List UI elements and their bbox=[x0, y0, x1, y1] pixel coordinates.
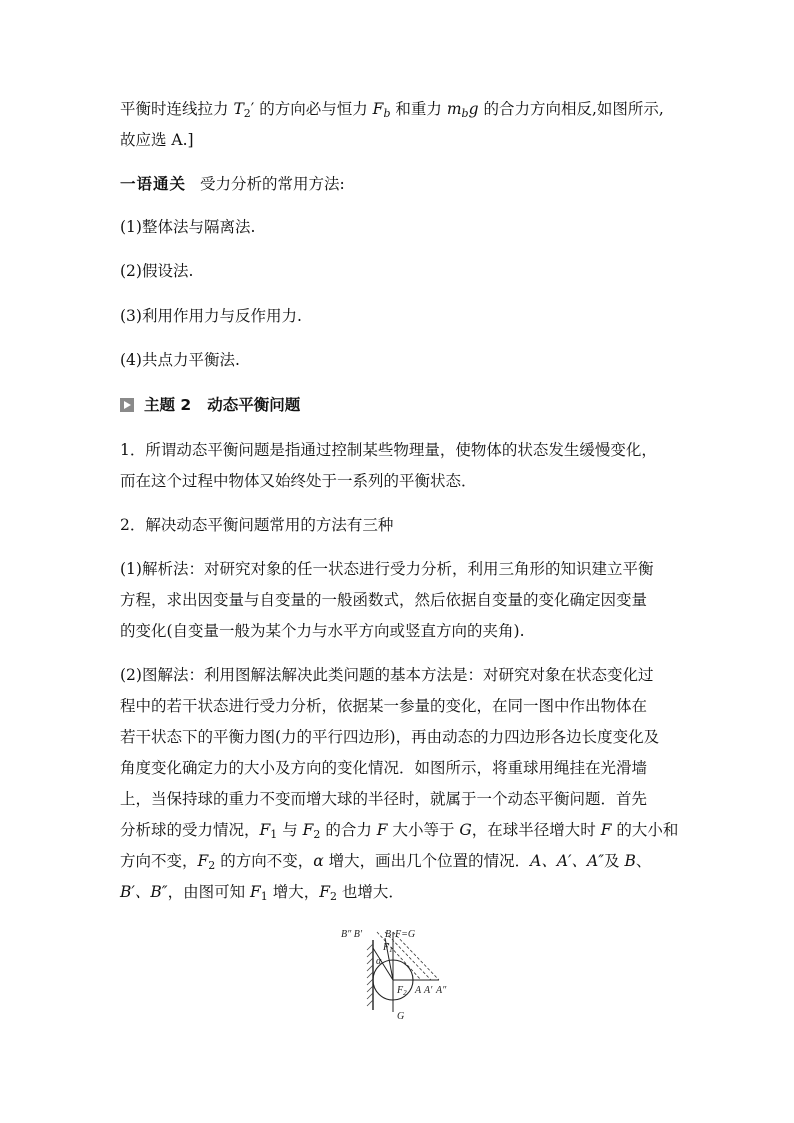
para0-line1: 平衡时连线拉力 $T_2'$ 的方向必与恒力 $F_b$ 和重力 $m_bg$ 的合力方向相反,如图所示, bbox=[120, 100, 664, 120]
play-triangle-icon bbox=[120, 398, 134, 412]
topic-label: 主题 2 bbox=[144, 396, 192, 414]
p2-line1: 2．解决动态平衡问题常用的方法有三种 bbox=[120, 516, 394, 534]
label-f1: $F_1$ bbox=[383, 942, 393, 954]
label-alpha: α bbox=[376, 956, 382, 967]
label-f-eq-g: F=G bbox=[395, 929, 416, 940]
summary-title: 受力分析的常用方法: bbox=[200, 175, 345, 193]
topic-heading bbox=[120, 394, 300, 416]
summary-item: (3)利用作用力与反作用力. bbox=[120, 307, 302, 325]
p1-line1: 1．所谓动态平衡问题是指通过控制某些物理量，使物体的状态发生缓慢变化， bbox=[120, 441, 657, 459]
p3-line2: 方程，求出因变量与自变量的一般函数式，然后依据自变量的变化确定因变量 bbox=[120, 591, 648, 609]
label-a-prime: A′ bbox=[424, 985, 433, 996]
topic-title: 动态平衡问题 bbox=[207, 396, 301, 414]
para0-line2: 故应选 A.] bbox=[120, 131, 194, 149]
label-f2: $F_2$ bbox=[397, 985, 407, 997]
summary-heading bbox=[120, 173, 345, 195]
p4-line1: (2)图解法：利用图解法解决此类问题的基本方法是：对研究对象在状态变化过 bbox=[120, 666, 654, 684]
label-g: G bbox=[397, 1011, 405, 1022]
p4-line2: 程中的若干状态进行受力分析，依据某一参量的变化，在同一图中作出物体在 bbox=[120, 697, 648, 715]
p3-line1: (1)解析法：对研究对象的任一状态进行受力分析，利用三角形的知识建立平衡 bbox=[120, 560, 654, 578]
label-b-primes: B″ B′ bbox=[341, 929, 363, 940]
summary-item: (1)整体法与隔离法. bbox=[120, 218, 256, 236]
label-a: A bbox=[415, 985, 422, 996]
p4-line3: 若干状态下的平衡力图(力的平行四边形)，再由动态的力四边形各边长度变化及 bbox=[120, 728, 660, 746]
p4-line6: 分析球的受力情况，$F_1$ 与 $F_2$ 的合力 F 大小等于 G，在球半径增大时 F 的大小和 bbox=[120, 821, 679, 841]
p1-line2: 而在这个过程中物体又始终处于一系列的平衡状态． bbox=[120, 472, 477, 490]
p4-line5: 上，当保持球的重力不变而增大球的半径时，就属于一个动态平衡问题．首先 bbox=[120, 790, 648, 808]
summary-tag: 一语通关 bbox=[120, 174, 187, 193]
p4-line8: B′、B″，由图可知 $F_1$ 增大，$F_2$ 也增大． bbox=[120, 883, 404, 903]
summary-item: (4)共点力平衡法. bbox=[120, 351, 240, 369]
force-diagram bbox=[335, 918, 465, 1023]
p4-line7: 方向不变，$F_2$ 的方向不变，α 增大，画出几个位置的情况．A、A′、A″及 B、 bbox=[120, 852, 652, 872]
p4-line4: 角度变化确定力的大小及方向的变化情况．如图所示，将重球用绳挂在光滑墙 bbox=[120, 759, 648, 777]
wall bbox=[367, 940, 373, 1010]
p3-line3: 的变化(自变量一般为某个力与水平方向或竖直方向的夹角). bbox=[120, 622, 525, 640]
label-a-dprime: A″ bbox=[436, 985, 447, 996]
summary-item: (2)假设法. bbox=[120, 262, 194, 280]
label-b: B bbox=[385, 929, 392, 940]
